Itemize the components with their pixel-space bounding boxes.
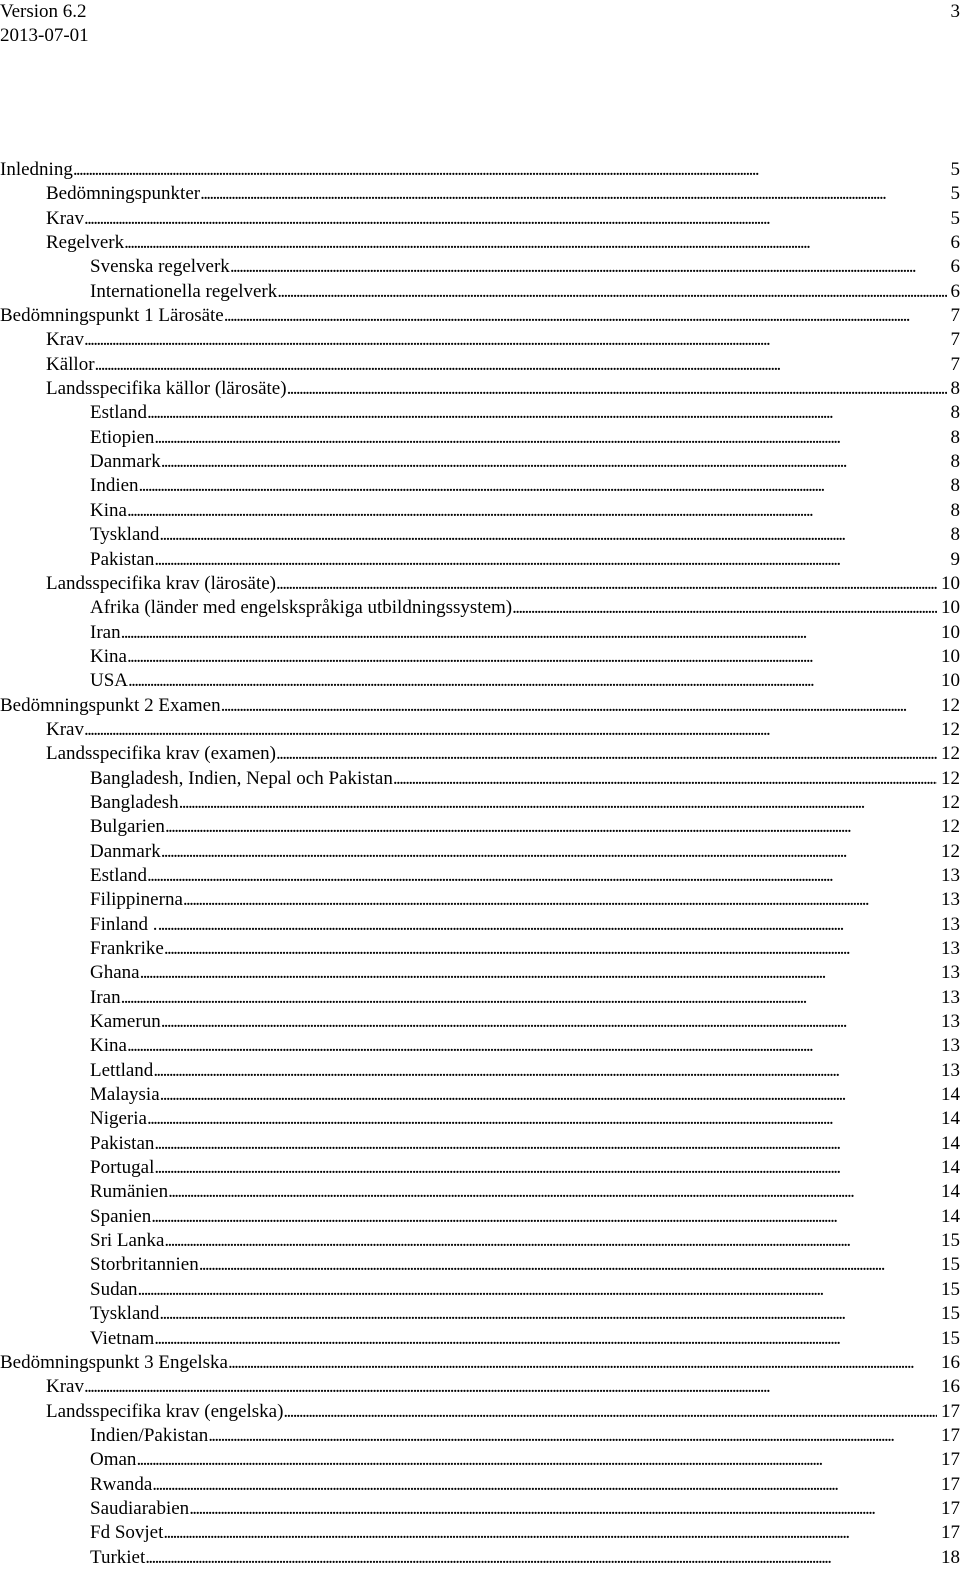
toc-entry-page: 6 bbox=[950, 232, 960, 254]
toc-dot-leader bbox=[84, 1375, 937, 1399]
toc-entry-page: 8 bbox=[950, 524, 960, 546]
toc-entry-title: Krav bbox=[46, 207, 84, 229]
toc-entry-page: 17 bbox=[941, 1449, 960, 1471]
toc-entry-title: Iran bbox=[90, 986, 121, 1008]
toc-dot-leader bbox=[393, 767, 937, 791]
toc-dot-leader bbox=[128, 669, 937, 693]
toc-entry-page: 14 bbox=[941, 1084, 960, 1106]
table-of-contents bbox=[0, 158, 960, 1570]
toc-dot-leader bbox=[228, 1351, 937, 1375]
toc-entry[interactable] bbox=[0, 450, 960, 474]
toc-entry[interactable] bbox=[0, 1229, 960, 1253]
toc-entry-page: 10 bbox=[941, 645, 960, 667]
toc-entry[interactable] bbox=[0, 1180, 960, 1204]
toc-dot-leader bbox=[139, 474, 947, 498]
toc-dot-leader bbox=[140, 961, 937, 985]
toc-dot-leader bbox=[164, 937, 937, 961]
toc-entry-title: Afrika (länder med engelskspråkiga utbildningssystem) bbox=[90, 597, 513, 619]
toc-entry[interactable] bbox=[0, 1278, 960, 1302]
toc-entry-page: 12 bbox=[941, 694, 960, 716]
toc-dot-leader bbox=[73, 158, 947, 182]
toc-entry-title: Bedömningspunkt 2 Examen bbox=[0, 694, 221, 716]
toc-entry-title: Storbritannien bbox=[90, 1254, 199, 1276]
toc-entry[interactable] bbox=[0, 1521, 960, 1545]
toc-dot-leader bbox=[84, 207, 947, 231]
toc-entry-page: 14 bbox=[941, 1108, 960, 1130]
toc-entry[interactable] bbox=[0, 401, 960, 425]
toc-entry-page: 13 bbox=[941, 938, 960, 959]
toc-entry-title: Sri Lanka bbox=[90, 1230, 165, 1252]
toc-dot-leader bbox=[95, 353, 947, 377]
toc-entry[interactable] bbox=[0, 937, 960, 961]
toc-entry-title: Bangladesh bbox=[90, 791, 179, 813]
toc-dot-leader bbox=[136, 1448, 937, 1472]
toc-dot-leader bbox=[199, 1253, 937, 1277]
toc-entry[interactable] bbox=[0, 255, 960, 279]
toc-entry[interactable] bbox=[0, 1205, 960, 1229]
toc-entry-page: 17 bbox=[941, 1473, 960, 1495]
toc-entry[interactable] bbox=[0, 621, 960, 645]
toc-entry-title: Landsspecifika krav (lärosäte) bbox=[46, 572, 277, 594]
toc-entry-page: 13 bbox=[941, 1035, 960, 1057]
toc-entry[interactable] bbox=[0, 864, 960, 888]
toc-entry[interactable] bbox=[0, 888, 960, 912]
toc-entry-title: Krav bbox=[46, 1376, 84, 1398]
toc-entry[interactable] bbox=[0, 913, 960, 937]
toc-entry-title: Frankrike bbox=[90, 938, 164, 959]
toc-entry-page: 12 bbox=[941, 767, 960, 789]
toc-dot-leader bbox=[145, 1546, 937, 1570]
toc-entry-title: Landsspecifika krav (engelska) bbox=[46, 1400, 284, 1422]
toc-entry-page: 10 bbox=[941, 670, 960, 692]
toc-dot-leader bbox=[208, 1424, 937, 1448]
toc-entry[interactable] bbox=[0, 231, 960, 255]
toc-entry[interactable] bbox=[0, 1302, 960, 1326]
toc-dot-leader bbox=[179, 791, 937, 815]
toc-entry[interactable] bbox=[0, 1083, 960, 1107]
toc-dot-leader bbox=[283, 1400, 937, 1424]
toc-entry[interactable] bbox=[0, 280, 960, 304]
toc-entry[interactable] bbox=[0, 986, 960, 1010]
toc-entry-title: Lettland bbox=[90, 1059, 154, 1081]
toc-entry-title: Rwanda bbox=[90, 1473, 153, 1495]
toc-dot-leader bbox=[277, 280, 946, 304]
toc-dot-leader bbox=[154, 1156, 937, 1180]
toc-dot-leader bbox=[153, 1059, 937, 1083]
toc-entry[interactable] bbox=[0, 377, 960, 401]
toc-dot-leader bbox=[154, 426, 946, 450]
toc-entry[interactable] bbox=[0, 1327, 960, 1351]
toc-dot-leader bbox=[124, 231, 946, 255]
toc-entry-page: 12 bbox=[941, 816, 960, 838]
toc-entry[interactable] bbox=[0, 1448, 960, 1472]
toc-entry[interactable] bbox=[0, 669, 960, 693]
toc-dot-leader bbox=[163, 1521, 937, 1545]
toc-entry-page: 15 bbox=[941, 1303, 960, 1325]
toc-dot-leader bbox=[200, 182, 946, 206]
toc-entry-page: 13 bbox=[941, 986, 960, 1008]
toc-entry[interactable] bbox=[0, 742, 960, 766]
toc-entry-page: 15 bbox=[941, 1230, 960, 1252]
toc-dot-leader bbox=[224, 304, 947, 328]
toc-entry[interactable] bbox=[0, 1107, 960, 1131]
toc-entry-title: Svenska regelverk bbox=[90, 256, 230, 278]
toc-entry-title: Filippinerna bbox=[90, 889, 183, 911]
toc-entry-title: Bedömningspunkter bbox=[46, 183, 201, 205]
toc-entry[interactable] bbox=[0, 304, 960, 328]
toc-dot-leader bbox=[154, 1327, 937, 1351]
toc-entry-title: Oman bbox=[90, 1449, 137, 1471]
toc-entry-title: Estland bbox=[90, 864, 147, 886]
toc-entry-page: 5 bbox=[950, 207, 960, 229]
toc-entry-page: 14 bbox=[941, 1157, 960, 1179]
toc-dot-leader bbox=[121, 986, 937, 1010]
toc-entry[interactable] bbox=[0, 328, 960, 352]
toc-dot-leader bbox=[127, 499, 947, 523]
toc-dot-leader bbox=[151, 1205, 937, 1229]
toc-entry[interactable] bbox=[0, 353, 960, 377]
toc-entry-title: Rumänien bbox=[90, 1181, 169, 1203]
toc-entry[interactable] bbox=[0, 767, 960, 791]
toc-entry-page: 16 bbox=[941, 1351, 960, 1373]
toc-dot-leader bbox=[161, 1010, 937, 1034]
toc-dot-leader bbox=[160, 1083, 937, 1107]
toc-entry-title: Kina bbox=[90, 645, 127, 667]
toc-dot-leader bbox=[161, 450, 947, 474]
toc-entry-title: Malaysia bbox=[90, 1084, 160, 1106]
toc-entry-page: 8 bbox=[950, 475, 960, 497]
toc-entry[interactable] bbox=[0, 548, 960, 572]
toc-entry[interactable] bbox=[0, 1424, 960, 1448]
toc-entry-page: 10 bbox=[941, 597, 960, 619]
toc-entry[interactable] bbox=[0, 1253, 960, 1277]
toc-entry-page: 8 bbox=[950, 499, 960, 521]
toc-entry-title: Vietnam bbox=[90, 1327, 155, 1349]
toc-dot-leader bbox=[287, 377, 947, 401]
toc-entry-title: Tyskland bbox=[90, 1303, 160, 1325]
toc-entry[interactable] bbox=[0, 596, 960, 620]
toc-entry-title: Tyskland bbox=[90, 524, 160, 546]
toc-entry[interactable] bbox=[0, 474, 960, 498]
toc-entry-title: Indien bbox=[90, 475, 139, 497]
toc-entry-title: Portugal bbox=[90, 1157, 155, 1179]
toc-entry-title: Internationella regelverk bbox=[90, 280, 278, 302]
toc-entry-page: 15 bbox=[941, 1327, 960, 1349]
toc-dot-leader bbox=[147, 864, 937, 888]
toc-entry-title: Inledning bbox=[0, 159, 73, 180]
toc-entry-page: 17 bbox=[941, 1522, 960, 1544]
toc-entry[interactable] bbox=[0, 1351, 960, 1375]
toc-entry-page: 12 bbox=[941, 743, 960, 765]
toc-entry-page: 9 bbox=[950, 548, 960, 570]
toc-dot-leader bbox=[183, 888, 937, 912]
toc-entry-page: 12 bbox=[941, 791, 960, 813]
toc-entry-title: Kina bbox=[90, 1035, 127, 1057]
toc-dot-leader bbox=[147, 401, 947, 425]
toc-dot-leader bbox=[127, 1034, 937, 1058]
toc-entry-page: 10 bbox=[941, 621, 960, 643]
toc-entry[interactable] bbox=[0, 1034, 960, 1058]
toc-entry-page: 13 bbox=[941, 962, 960, 984]
toc-entry[interactable] bbox=[0, 718, 960, 742]
toc-dot-leader bbox=[276, 742, 937, 766]
toc-dot-leader bbox=[152, 1473, 937, 1497]
toc-dot-leader bbox=[84, 328, 947, 352]
toc-entry-title: Turkiet bbox=[90, 1546, 146, 1568]
toc-entry[interactable] bbox=[0, 1400, 960, 1424]
toc-dot-leader bbox=[147, 1107, 937, 1131]
toc-entry[interactable] bbox=[0, 572, 960, 596]
toc-entry[interactable] bbox=[0, 840, 960, 864]
toc-entry-page: 17 bbox=[941, 1497, 960, 1519]
toc-entry[interactable] bbox=[0, 694, 960, 718]
toc-entry-page: 13 bbox=[941, 1059, 960, 1081]
toc-entry[interactable] bbox=[0, 207, 960, 231]
toc-dot-leader bbox=[189, 1497, 937, 1521]
toc-entry-title: Danmark bbox=[90, 840, 161, 862]
toc-dot-leader bbox=[221, 694, 937, 718]
toc-entry-title: Sudan bbox=[90, 1278, 138, 1300]
toc-entry-page: 12 bbox=[941, 840, 960, 862]
toc-dot-leader bbox=[230, 255, 947, 279]
toc-entry[interactable] bbox=[0, 1010, 960, 1034]
toc-entry-title: Spanien bbox=[90, 1205, 152, 1227]
toc-entry-title: Nigeria bbox=[90, 1108, 147, 1130]
toc-entry[interactable] bbox=[0, 1059, 960, 1083]
toc-dot-leader bbox=[127, 645, 937, 669]
toc-entry[interactable] bbox=[0, 791, 960, 815]
version-label: Version 6.2 bbox=[0, 1, 87, 22]
toc-entry-page: 17 bbox=[941, 1400, 960, 1422]
toc-entry-page: 16 bbox=[941, 1376, 960, 1398]
toc-entry-title: Bulgarien bbox=[90, 816, 165, 838]
toc-dot-leader bbox=[158, 913, 937, 937]
toc-dot-leader bbox=[154, 548, 946, 572]
toc-entry-page: 7 bbox=[950, 329, 960, 351]
toc-dot-leader bbox=[161, 840, 937, 864]
toc-entry-title: Saudiarabien bbox=[90, 1497, 190, 1519]
toc-entry-title: Bedömningspunkt 3 Engelska bbox=[0, 1351, 228, 1373]
toc-entry[interactable] bbox=[0, 499, 960, 523]
toc-dot-leader bbox=[138, 1278, 938, 1302]
toc-entry-title: Krav bbox=[46, 329, 84, 351]
toc-entry-page: 8 bbox=[950, 402, 960, 424]
page-header bbox=[0, 0, 960, 60]
toc-entry-title: Ghana bbox=[90, 962, 140, 984]
toc-entry-title: Pakistan bbox=[90, 1132, 155, 1154]
date-label: 2013-07-01 bbox=[0, 25, 89, 46]
toc-entry-page: 5 bbox=[950, 183, 960, 205]
toc-entry-page: 13 bbox=[941, 1011, 960, 1033]
toc-dot-leader bbox=[164, 1229, 937, 1253]
toc-entry-title: Kamerun bbox=[90, 1011, 161, 1033]
toc-entry[interactable] bbox=[0, 1132, 960, 1156]
toc-dot-leader bbox=[84, 718, 937, 742]
toc-entry-title: Estland bbox=[90, 402, 147, 424]
toc-entry-title: Regelverk bbox=[46, 232, 125, 254]
toc-entry-page: 5 bbox=[950, 159, 960, 180]
toc-entry-title: Iran bbox=[90, 621, 121, 643]
toc-entry-title: Krav bbox=[46, 718, 84, 740]
toc-entry[interactable] bbox=[0, 426, 960, 450]
toc-dot-leader bbox=[159, 523, 946, 547]
toc-entry[interactable] bbox=[0, 1375, 960, 1399]
toc-entry-title: Etiopien bbox=[90, 426, 155, 448]
toc-dot-leader bbox=[121, 621, 937, 645]
toc-entry[interactable] bbox=[0, 523, 960, 547]
toc-entry-page: 6 bbox=[950, 256, 960, 278]
toc-entry-title: Finland . bbox=[90, 913, 158, 935]
toc-entry-title: Landsspecifika krav (examen) bbox=[46, 743, 277, 765]
toc-entry-page: 10 bbox=[941, 572, 960, 594]
toc-entry-title: Bedömningspunkt 1 Lärosäte bbox=[0, 305, 224, 327]
toc-entry-title: Danmark bbox=[90, 451, 161, 473]
toc-entry-page: 14 bbox=[941, 1181, 960, 1203]
toc-entry-page: 14 bbox=[941, 1205, 960, 1227]
toc-entry-title: Kina bbox=[90, 499, 127, 521]
toc-entry[interactable] bbox=[0, 158, 960, 182]
page-number: 3 bbox=[950, 1, 960, 22]
toc-entry-page: 7 bbox=[950, 353, 960, 375]
toc-entry-title: Pakistan bbox=[90, 548, 155, 570]
toc-entry-page: 6 bbox=[950, 280, 960, 302]
toc-entry-page: 17 bbox=[941, 1424, 960, 1446]
toc-entry-page: 18 bbox=[941, 1546, 960, 1568]
toc-entry[interactable] bbox=[0, 182, 960, 206]
toc-entry[interactable] bbox=[0, 815, 960, 839]
toc-dot-leader bbox=[154, 1132, 937, 1156]
toc-entry[interactable] bbox=[0, 1497, 960, 1521]
toc-entry[interactable] bbox=[0, 645, 960, 669]
toc-entry[interactable] bbox=[0, 1546, 960, 1570]
toc-entry-title: Bangladesh, Indien, Nepal och Pakistan bbox=[90, 767, 393, 789]
toc-entry[interactable] bbox=[0, 961, 960, 985]
toc-dot-leader bbox=[165, 815, 937, 839]
toc-entry-title: Fd Sovjet bbox=[90, 1522, 164, 1544]
toc-entry-page: 15 bbox=[941, 1254, 960, 1276]
toc-entry-page: 7 bbox=[950, 305, 960, 327]
toc-dot-leader bbox=[512, 596, 937, 620]
toc-entry-title: Källor bbox=[46, 353, 95, 375]
toc-entry[interactable] bbox=[0, 1156, 960, 1180]
toc-entry-page: 14 bbox=[941, 1132, 960, 1154]
toc-entry-page: 12 bbox=[941, 718, 960, 740]
toc-entry-page: 8 bbox=[950, 378, 960, 400]
toc-entry-page: 13 bbox=[941, 913, 960, 935]
toc-entry-title: USA bbox=[90, 670, 129, 692]
toc-entry-title: Indien/Pakistan bbox=[90, 1424, 209, 1446]
toc-dot-leader bbox=[276, 572, 937, 596]
toc-entry-page: 15 bbox=[941, 1278, 960, 1300]
toc-entry[interactable] bbox=[0, 1473, 960, 1497]
toc-entry-page: 8 bbox=[950, 426, 960, 448]
toc-entry-page: 13 bbox=[941, 889, 960, 911]
toc-entry-page: 13 bbox=[941, 864, 960, 886]
toc-entry-title: Landsspecifika källor (lärosäte) bbox=[46, 378, 287, 400]
toc-dot-leader bbox=[168, 1180, 937, 1204]
toc-entry-page: 8 bbox=[950, 451, 960, 473]
toc-dot-leader bbox=[159, 1302, 937, 1326]
